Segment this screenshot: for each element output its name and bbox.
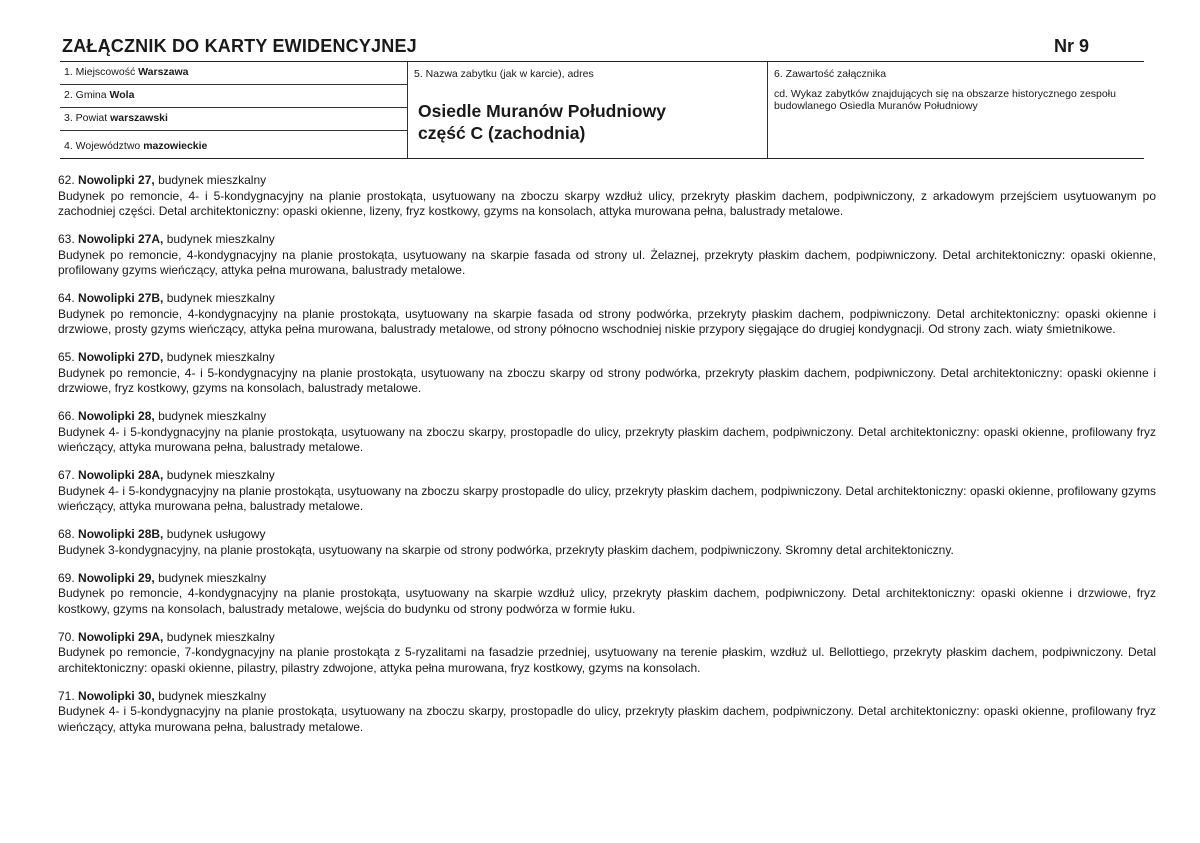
page-title: ZAŁĄCZNIK DO KARTY EWIDENCYJNEJ [62,36,417,56]
location-column [60,62,407,158]
monument-name [418,100,666,144]
entry-type: budynek mieszkalny [166,468,275,482]
commune-cell [60,85,407,108]
district-cell [60,108,407,131]
monument-name-line2: część C (zachodnia) [418,123,586,143]
entry-heading [58,527,1156,543]
entry-number: 71. [58,688,75,703]
locality-value: Warszawa [138,66,189,78]
entry-heading [58,571,1156,587]
entry-address: Nowolipki 29A, [78,629,164,644]
locality-label: 1. Miejscowość [64,66,136,78]
list-item [58,468,1156,515]
header-table [60,61,1144,159]
commune-value: Wola [109,89,135,101]
entry-description: Budynek 3-kondygnacyjny, na planie prostokąta, usytuowany na skarpie od strony podwórka, przekryty płaskim dachem, podpiwniczony. Skromny detal architektoniczny. [58,542,954,557]
entry-type: budynek mieszkalny [166,629,275,644]
entry-address: Nowolipki 27B, [78,291,164,305]
entry-type: budynek usługowy [166,527,266,541]
list-item [58,689,1156,736]
entry-address: Nowolipki 28B, [78,527,164,541]
entry-address: Nowolipki 27D, [78,350,164,364]
monument-list [58,173,1156,748]
entry-address: Nowolipki 28, [78,409,155,423]
entry-type: budynek mieszkalny [158,688,267,703]
entry-description: Budynek po remoncie, 4-kondygnacyjny na planie prostokąta, usytuowany na skarpie fasada od strony podwórka, przekryty płaskim dachem, podpiwniczony. Detal architektoniczny: opaski okienne i drzwiowe, prosty gzyms wieńczący, attyka pełna murowana, balustrady metalowe, od strony północno wschodniej niskie przypory sięgające do drugiej kondygnacji. Od strony zach. wiaty śmietnikowe. [58,306,1156,336]
voivodeship-label: 4. Województwo [64,140,141,152]
list-item [58,630,1156,677]
list-item [58,527,1156,558]
entry-number: 66. [58,409,75,423]
list-item [58,571,1156,618]
list-item [58,350,1156,397]
attachment-contents: cd. Wykaz zabytków znajdujących się na obszarze historycznego zespołu budowlanego Osiedla Muranów Południowy [774,88,1116,112]
entry-number: 64. [58,291,75,305]
entry-address: Nowolipki 28A, [78,468,164,482]
entry-number: 65. [58,350,75,364]
attachment-label: 6. Zawartość załącznika [774,68,887,80]
entry-description: Budynek 4- i 5-kondygnacyjny na planie prostokąta, usytuowany na zboczu skarpy, prostopadle do ulicy, przekryty płaskim dachem, podpiwniczony. Detal architektoniczny: opaski okienne, profilowany fryz wieńczący, attyka murowana pełna, balustrady metalowe. [58,704,1156,734]
entry-type: budynek mieszkalny [166,232,275,246]
entry-heading [58,468,1156,484]
attachment-column [767,62,1145,158]
entry-number: 63. [58,232,75,246]
entry-type: budynek mieszkalny [166,291,275,305]
entry-heading [58,291,1156,307]
entry-description: Budynek po remoncie, 4-kondygnacyjny na planie prostokąta, usytuowany na skarpie wzdłuż ulicy, przekryty płaskim dachem, podpiwniczony. Detal architektoniczny: opaski okienne i drzwiowe, fryz kostkowy, gzyms na konsolach, balustrady metalowe, wejścia do budynku od strony podwórza w formie łuku. [58,586,1156,616]
page-number: Nr 9 [1053,36,1089,56]
entry-description: Budynek po remoncie, 4-kondygnacyjny na planie prostokąta, usytuowany na skarpie fasada od strony ul. Żelaznej, przekryty płaskim dachem, podpiwniczony. Detal architektoniczny: opaski okienne, profilowany gzyms wieńczący, attyka pełna murowana, balustrady metalowe. [58,247,1156,277]
monument-column [407,62,768,158]
entry-heading [58,409,1156,425]
entry-type: budynek mieszkalny [158,570,267,585]
entry-heading [58,350,1156,366]
district-label: 3. Powiat [64,112,108,124]
entry-description: Budynek po remoncie, 4- i 5-kondygnacyjny na planie prostokąta, usytuowany na zboczu skarpy wzdłuż ulicy, przekryty płaskim dachem, podpiwniczony, z arkadowym przejściem usytuowanym po zachodniej części. Detal architektoniczny: opaski okienne, lizeny, fryz kostkowy, gzyms na konsolach, attyka murowana pełna, balustrady metalowe. [58,188,1156,218]
entry-heading [58,232,1156,248]
monument-name-line1: Osiedle Muranów Południowy [418,101,666,121]
entry-heading [58,630,1156,646]
entry-heading [58,173,1156,189]
entry-number: 70. [58,629,75,644]
entry-number: 62. [58,173,75,187]
commune-label: 2. Gmina [64,89,107,101]
voivodeship-value: mazowieckie [143,140,208,152]
locality-cell [60,62,407,85]
entry-type: budynek mieszkalny [158,409,267,423]
entry-address: Nowolipki 27A, [78,232,164,246]
entry-number: 68. [58,527,75,541]
entry-description: Budynek po remoncie, 4- i 5-kondygnacyjny na planie prostokąta, usytuowany na zboczu skarpy od strony podwórka, przekryty płaskim dachem, podpiwniczony. Detal architektoniczny: opaski okienne i drzwiowe, fryz kostkowy, gzyms na konsolach, balustrady metalowe. [58,365,1156,395]
entry-description: Budynek po remoncie, 7-kondygnacyjny na planie prostokąta z 5-ryzalitami na fasadzie przedniej, usytuowany na terenie płaskim, wzdłuż ul. Bellottiego, przekryty płaskim dachem, podpiwniczony. Detal architektoniczny: opaski okienne, pilastry, pilastry zdwojone, attyka pełna murowana, fryz kostkowy, gzyms na konsolach. [58,645,1156,675]
entry-heading [58,689,1156,705]
district-value: warszawski [110,112,168,124]
entry-type: budynek mieszkalny [158,173,267,187]
entry-number: 69. [58,570,75,585]
entry-address: Nowolipki 29, [78,570,155,585]
monument-label: 5. Nazwa zabytku (jak w karcie), adres [414,68,594,80]
entry-type: budynek mieszkalny [166,350,275,364]
entry-address: Nowolipki 27, [78,173,155,187]
entry-number: 67. [58,468,75,482]
list-item [58,232,1156,279]
list-item [58,173,1156,220]
list-item [58,409,1156,456]
entry-description: Budynek 4- i 5-kondygnacyjny na planie prostokąta, usytuowany na zboczu skarpy prostopadle do ulicy, przekryty płaskim dachem, podpiwniczony. Detal architektoniczny: opaski okienne, profilowany gzyms wieńczący, attyka murowana pełna, balustrady metalowe. [58,483,1156,513]
voivodeship-cell [60,131,407,158]
list-item [58,291,1156,338]
entry-address: Nowolipki 30, [78,688,155,703]
entry-description: Budynek 4- i 5-kondygnacyjny na planie prostokąta, usytuowany na zboczu skarpy, prostopadle do ulicy, przekryty płaskim dachem, podpiwniczony. Detal architektoniczny: opaski okienne, profilowany fryz wieńczący, attyka murowana pełna, balustrady metalowe. [58,424,1156,454]
